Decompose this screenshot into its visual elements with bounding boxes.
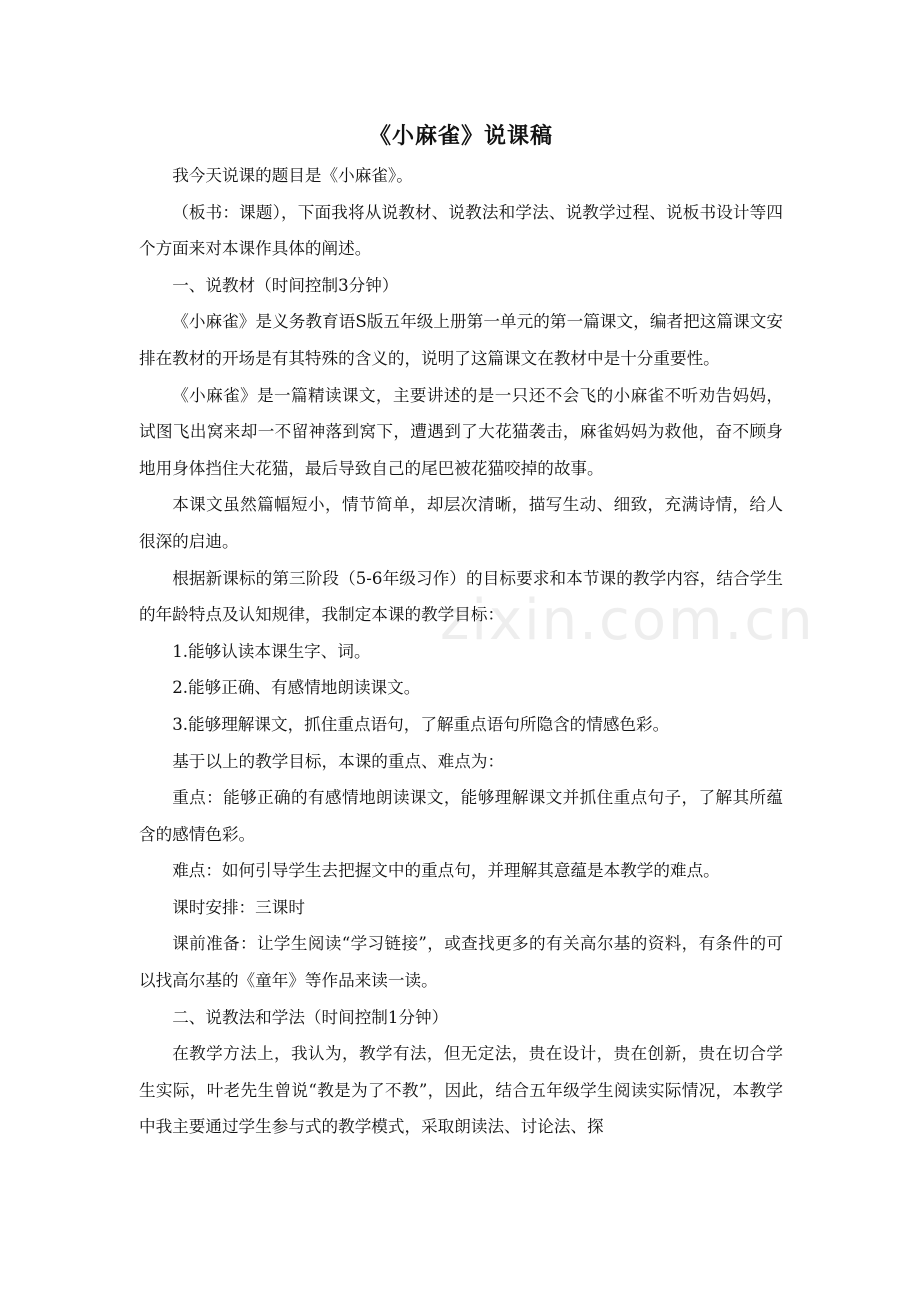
section-heading: 二、说教法和学法（时间控制1分钟） [172, 1007, 449, 1027]
list-item: 3.能够理解课文，抓住重点语句，了解重点语句所隐含的情感色彩。 [172, 714, 670, 734]
document-body [139, 118, 815, 1146]
paragraph: 基于以上的教学目标，本课的重点、难点为： [172, 751, 505, 771]
list-item: 2.能够正确、有感情地朗读课文。 [172, 678, 421, 698]
paragraph: 《小麻雀》是一篇精读课文，主要讲述的是一只还不会飞的小麻雀不听劝告妈妈，试图飞出窝来却一不留神落到窝下，遭遇到了大花猫袭击，麻雀妈妈为救他，奋不顾身地用身体挡住大花猫，最后导致自己的尾巴被花猫咬掉的故事。 [139, 385, 783, 478]
paragraph: 本课文虽然篇幅短小，情节简单，却层次清晰，描写生动、细致，充满诗情，给人很深的启迪。 [139, 495, 783, 551]
paragraph: 在教学方法上，我认为，教学有法，但无定法，贵在设计，贵在创新，贵在切合学生实际，叶老先生曾说“教是为了不教”，因此，结合五年级学生阅读实际情况，本教学中我主要通过学生参与式的教学模式，采取朗读法、讨论法、探 [139, 1044, 783, 1137]
paragraph: 《小麻雀》是义务教育语S版五年级上册第一单元的第一篇课文，编者把这篇课文安排在教材的开场是有其特殊的含义的，说明了这篇课文在教材中是十分重要性。 [139, 312, 783, 368]
document-title: 《小麻雀》说课稿 [368, 124, 553, 149]
paragraph: 根据新课标的第三阶段（5-6年级习作）的目标要求和本节课的教学内容，结合学生的年龄特点及认知规律，我制定本课的教学目标： [139, 568, 783, 625]
paragraph: 重点：能够正确的有感情地朗读课文，能够理解课文并抓住重点句子，了解其所蕴含的感情色彩。 [139, 788, 783, 844]
paragraph: 难点：如何引导学生去把握文中的重点句，并理解其意蕴是本教学的难点。 [172, 861, 720, 881]
section-heading: 一、说教材（时间控制3分钟） [172, 275, 399, 295]
paragraph: 我今天说课的题目是《小麻雀》。 [172, 166, 413, 185]
paragraph: 课时安排：三课时 [172, 897, 305, 917]
paragraph: （板书：课题），下面我将从说教材、说教法和学法、说教学过程、说板书设计等四个方面来对本课作具体的阐述。 [139, 202, 783, 259]
watermark: zixin.com.cn [440, 588, 815, 653]
list-item: 1.能够认读本课生字、词。 [172, 641, 371, 661]
paragraph: 课前准备：让学生阅读“学习链接”，或查找更多的有关高尔基的资料，有条件的可以找高尔基的《童年》等作品来读一读。 [139, 934, 783, 991]
